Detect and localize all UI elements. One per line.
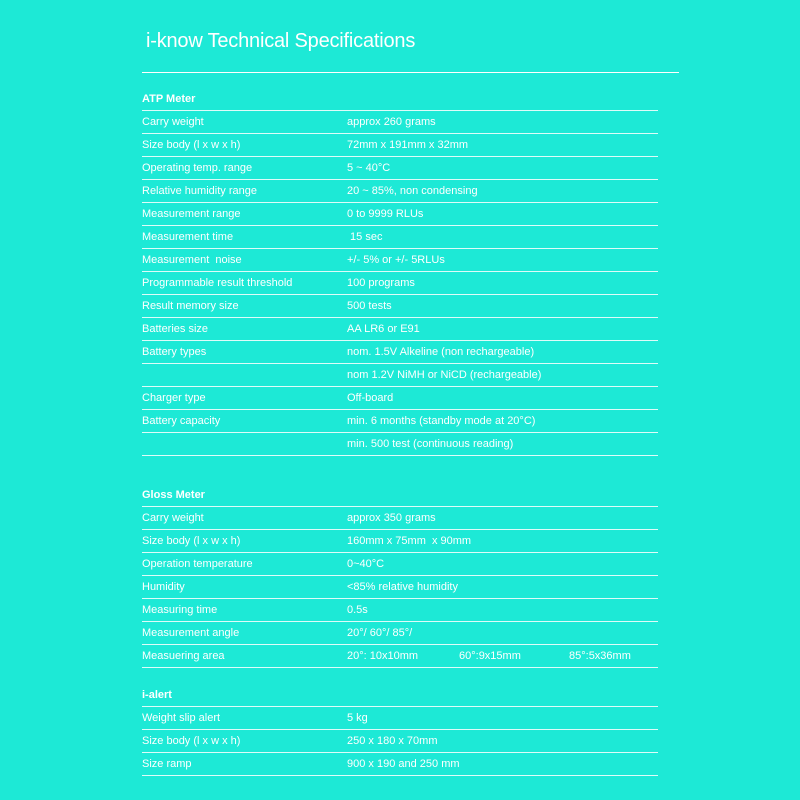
spec-label: Result memory size bbox=[142, 300, 239, 312]
spec-label: Size ramp bbox=[142, 758, 192, 770]
gloss-meter-section bbox=[142, 484, 658, 668]
spec-row bbox=[142, 226, 658, 249]
spec-label: Measurement angle bbox=[142, 627, 240, 639]
spec-value: min. 6 months (standby mode at 20°C) bbox=[347, 415, 536, 427]
spec-label: Battery capacity bbox=[142, 415, 221, 427]
section-heading: Gloss Meter bbox=[142, 484, 658, 507]
spec-row bbox=[142, 553, 658, 576]
spec-row bbox=[142, 599, 658, 622]
spec-value: 0~40°C bbox=[347, 558, 385, 570]
spec-label: Measuring time bbox=[142, 604, 218, 616]
spec-value: min. 500 test (continuous reading) bbox=[347, 438, 514, 450]
spec-value: +/- 5% or +/- 5RLUs bbox=[347, 254, 445, 266]
spec-value: 0.5s bbox=[347, 604, 368, 616]
spec-row bbox=[142, 111, 658, 134]
spec-row bbox=[142, 576, 658, 599]
spec-row bbox=[142, 318, 658, 341]
spec-value: 5 kg bbox=[347, 712, 368, 724]
spec-row bbox=[142, 433, 658, 456]
spec-row bbox=[142, 410, 658, 433]
spec-value: 900 x 190 and 250 mm bbox=[347, 758, 460, 770]
spec-label: Size body (l x w x h) bbox=[142, 735, 241, 747]
spec-label: Carry weight bbox=[142, 116, 204, 128]
spec-value: 15 sec bbox=[347, 231, 383, 243]
i-alert-section bbox=[142, 684, 658, 776]
spec-label: Battery types bbox=[142, 346, 207, 358]
spec-row bbox=[142, 295, 658, 318]
spec-label: Programmable result threshold bbox=[142, 277, 293, 289]
spec-row bbox=[142, 707, 658, 730]
spec-row bbox=[142, 645, 658, 668]
spec-row bbox=[142, 387, 658, 410]
spec-row bbox=[142, 180, 658, 203]
page-title: i-know Technical Specifications bbox=[146, 30, 416, 52]
spec-value: Off-board bbox=[347, 392, 394, 404]
spec-value: 500 tests bbox=[347, 300, 392, 312]
spec-value: nom 1.2V NiMH or NiCD (rechargeable) bbox=[347, 369, 542, 381]
spec-value: 250 x 180 x 70mm bbox=[347, 735, 438, 747]
spec-value: approx 260 grams bbox=[347, 116, 436, 128]
spec-label: Charger type bbox=[142, 392, 206, 404]
spec-label: Size body (l x w x h) bbox=[142, 535, 241, 547]
spec-value: nom. 1.5V Alkeline (non rechargeable) bbox=[347, 346, 535, 358]
spec-value: 20 ~ 85%, non condensing bbox=[347, 185, 478, 197]
spec-value: 60°:9x15mm bbox=[459, 650, 521, 662]
spec-row bbox=[142, 341, 658, 364]
spec-row bbox=[142, 753, 658, 776]
spec-value: 85°:5x36mm bbox=[569, 650, 631, 662]
spec-label: Size body (l x w x h) bbox=[142, 139, 241, 151]
spec-row bbox=[142, 272, 658, 295]
spec-row bbox=[142, 530, 658, 553]
spec-label: Operation temperature bbox=[142, 558, 253, 570]
spec-label: Batteries size bbox=[142, 323, 209, 335]
spec-label: Carry weight bbox=[142, 512, 204, 524]
spec-value: <85% relative humidity bbox=[347, 581, 458, 593]
spec-value: 160mm x 75mm x 90mm bbox=[347, 535, 472, 547]
spec-row bbox=[142, 203, 658, 226]
atp-meter-section bbox=[142, 88, 658, 456]
spec-row bbox=[142, 507, 658, 530]
spec-row bbox=[142, 157, 658, 180]
spec-row bbox=[142, 622, 658, 645]
title-divider bbox=[142, 72, 679, 73]
spec-row bbox=[142, 249, 658, 272]
spec-label: Measurement time bbox=[142, 231, 234, 243]
spec-label: Operating temp. range bbox=[142, 162, 253, 174]
spec-label: Measurement range bbox=[142, 208, 241, 220]
spec-value: 100 programs bbox=[347, 277, 415, 289]
spec-value: 5 ~ 40°C bbox=[347, 162, 391, 174]
spec-label: Relative humidity range bbox=[142, 185, 257, 197]
spec-row bbox=[142, 134, 658, 157]
spec-row bbox=[142, 730, 658, 753]
spec-value: 20°: 10x10mm bbox=[347, 650, 419, 662]
spec-value: approx 350 grams bbox=[347, 512, 436, 524]
spec-label: Weight slip alert bbox=[142, 712, 221, 724]
section-heading: ATP Meter bbox=[142, 88, 658, 111]
spec-value: 20°/ 60°/ 85°/ bbox=[347, 627, 413, 639]
spec-label: Measurement noise bbox=[142, 254, 242, 266]
spec-label: Measuering area bbox=[142, 650, 225, 662]
section-heading: i-alert bbox=[142, 684, 658, 707]
spec-value: AA LR6 or E91 bbox=[347, 323, 420, 335]
spec-value: 72mm x 191mm x 32mm bbox=[347, 139, 469, 151]
spec-value: 0 to 9999 RLUs bbox=[347, 208, 424, 220]
spec-row bbox=[142, 364, 658, 387]
spec-label: Humidity bbox=[142, 581, 185, 593]
